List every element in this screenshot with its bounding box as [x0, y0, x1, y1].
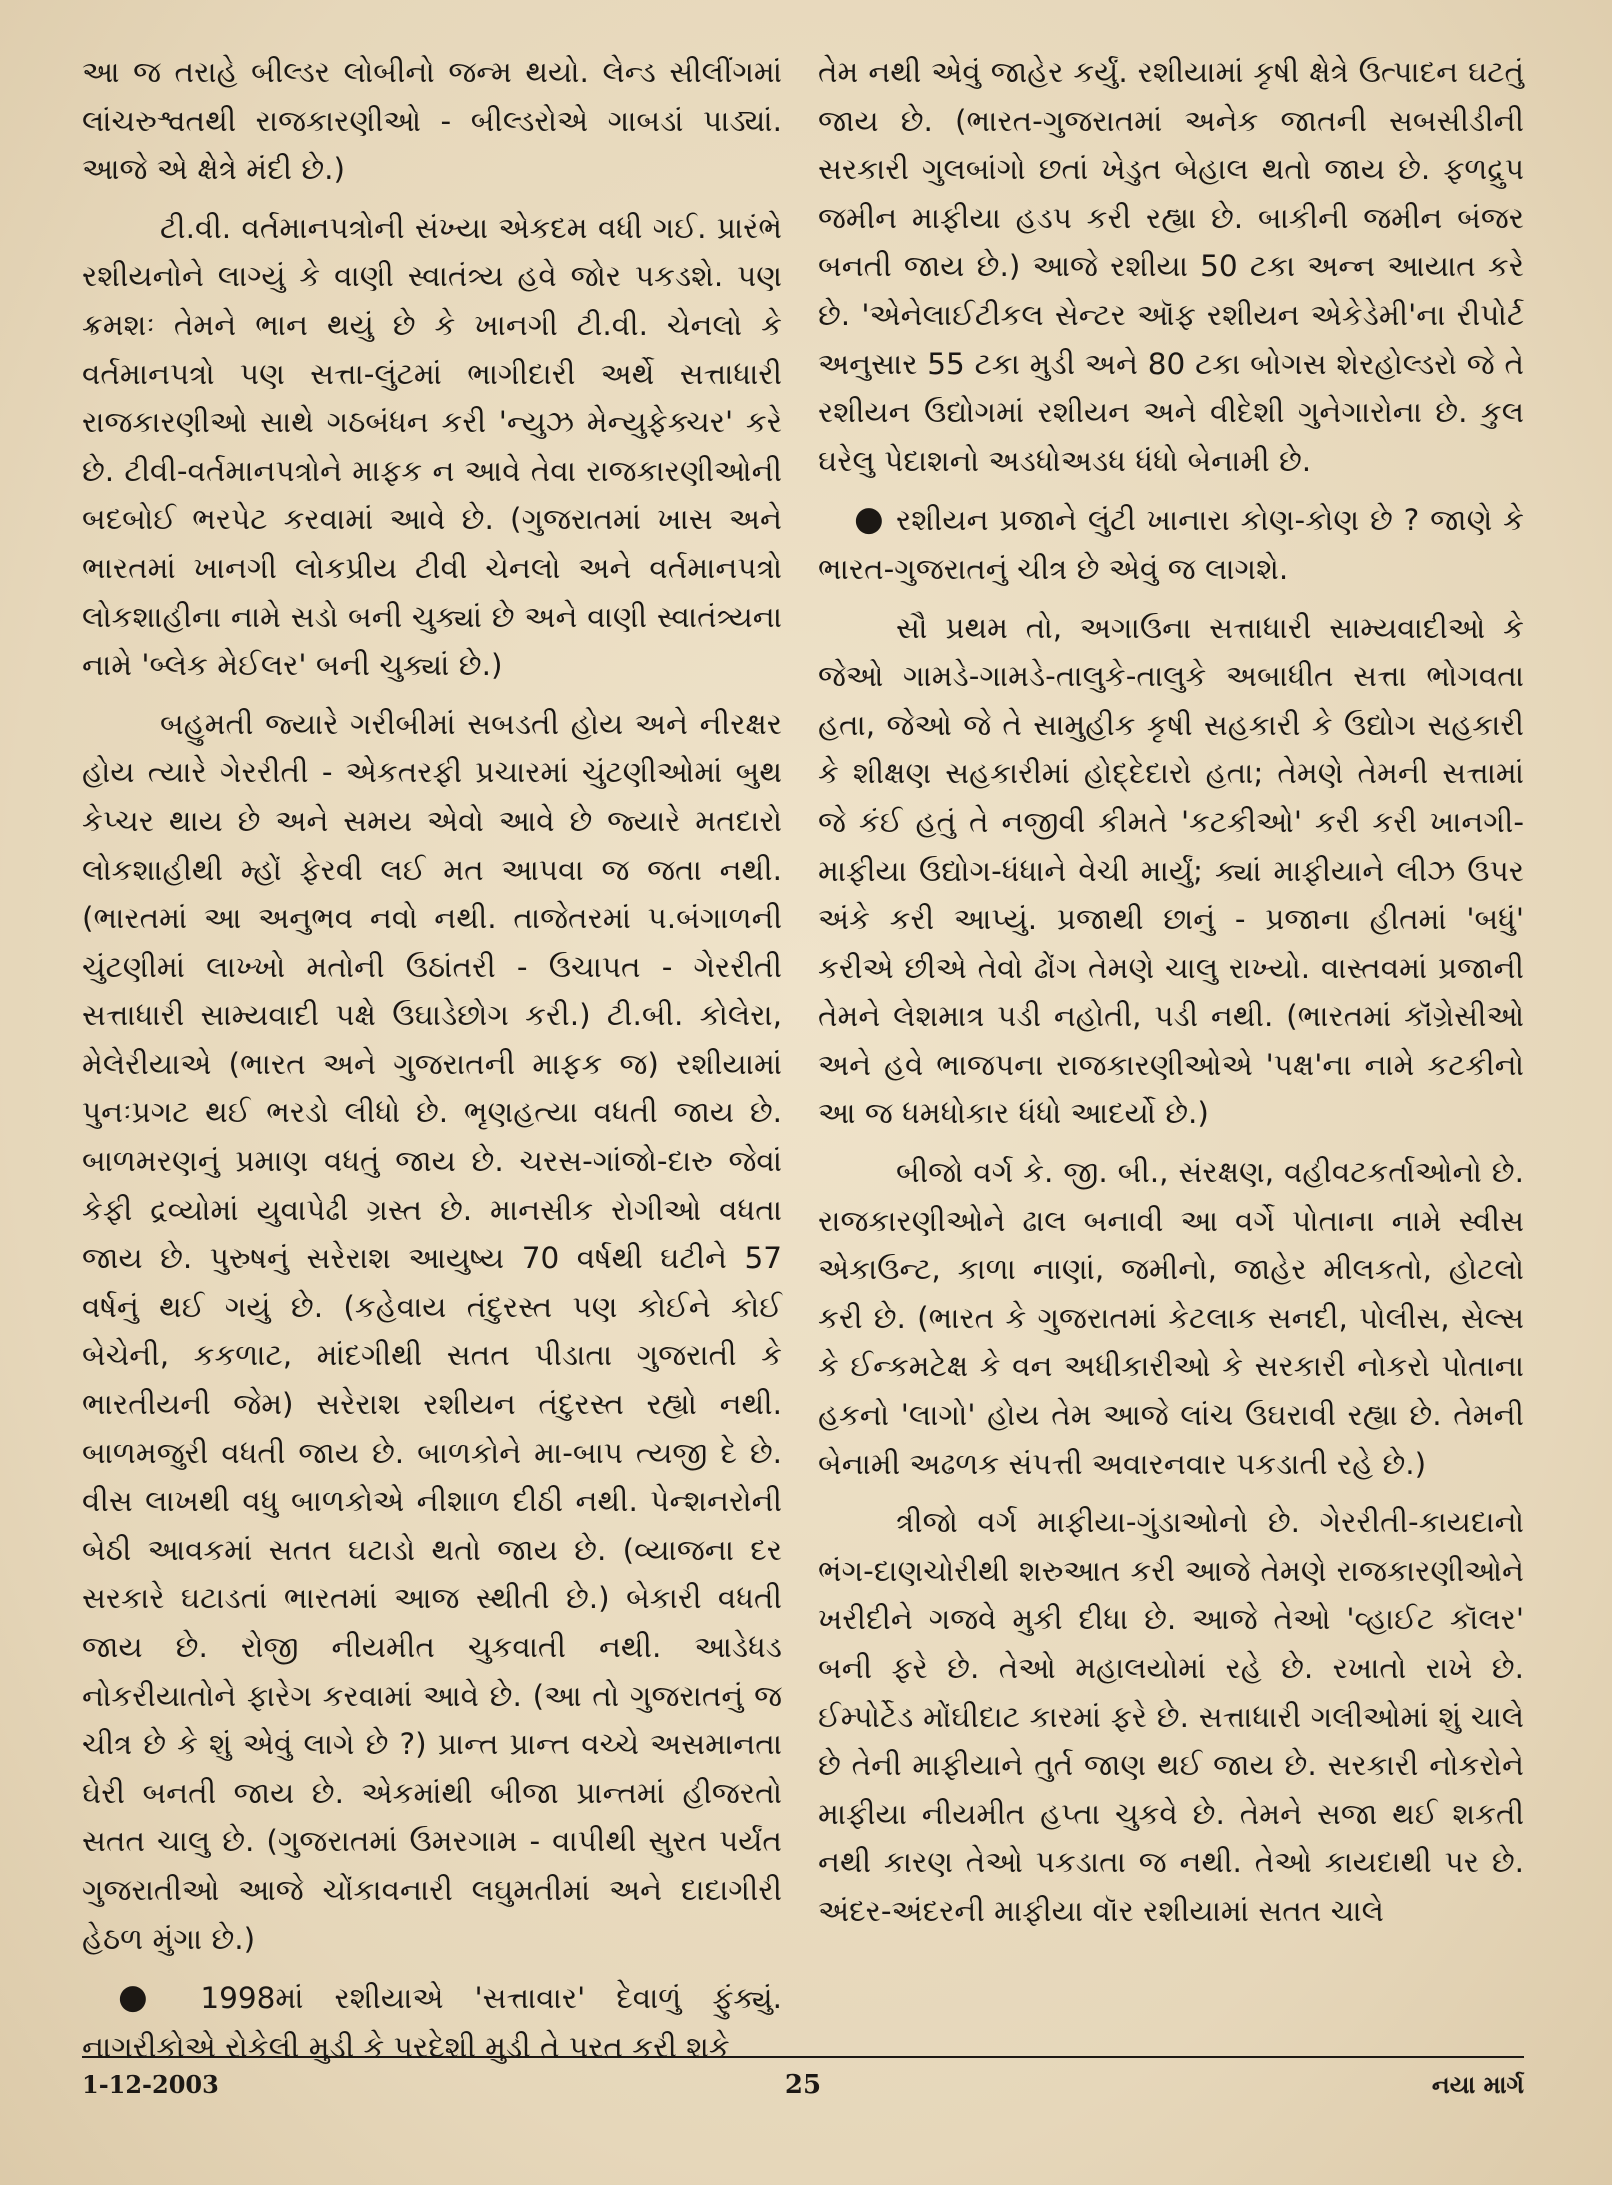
footer-rule [82, 2056, 1524, 2058]
paragraph [818, 495, 1524, 593]
paragraph: ટી.વી. વર્તમાનપત્રોની સંખ્યા એકદમ વધી ગઈ. પ્રારંભે રશીયનોને લાગ્યું કે વાણી સ્વાતંત્ર્ય હવે જોર પકડશે. પણ ક્રમશઃ તેમને ભાન થયું છે કે ખાનગી ટી.વી. ચેનલો કે વર્તમાનપત્રો પણ સત્તા-લુંટમાં ભાગીદારી અર્થે સત્તાધારી રાજકારણીઓ સાથે ગઠબંધન કરી 'ન્યુઝ મેન્યુફેક્ચર' કરે છે. ટીવી-વર્તમાનપત્રોને માફક ન આવે તેવા રાજકારણીઓની બદબોઈ ભરપેટ કરવામાં આવે છે. (ગુજરાતમાં ખાસ અને ભારતમાં ખાનગી લોકપ્રીય ટીવી ચેનલો અને વર્તમાનપત્રો લોકશાહીના નામે સડો બની ચુક્યાં છે અને વાણી સ્વાતંત્ર્યના નામે 'બ્લેક મેઈલર' બની ચુક્યાં છે.) [82, 210, 782, 683]
right-column [818, 48, 1524, 1946]
paragraph: આ જ તરાહે બીલ્ડર લોબીનો જન્મ થયો. લેન્ડ સીલીંગમાં લાંચરુશ્વતથી રાજકારણીઓ - બીલ્ડરોએ ગાબડાં પાડ્યાં. આજે એ ક્ષેત્રે મંદી છે.) [82, 55, 782, 187]
page-footer [82, 2070, 1524, 2110]
bullet-icon: ● [118, 1977, 170, 2018]
paragraph: બીજો વર્ગ કે. જી. બી., સંરક્ષણ, વહીવટકર્તાઓનો છે. રાજકારણીઓને ઢાલ બનાવી આ વર્ગે પોતાના નામે સ્વીસ એકાઉન્ટ, કાળા નાણાં, જમીનો, જાહેર મીલકતો, હોટલો કરી છે. (ભારત કે ગુજરાતમાં કેટલાક સનદી, પોલીસ, સેલ્સ કે ઈન્કમટેક્ષ કે વન અધીકારીઓ કે સરકારી નોકરો પોતાના હકનો 'લાગો' હોય તેમ આજે લાંચ ઉઘરાવી રહ્યા છે. તેમની બેનામી અઢળક સંપત્તી અવારનવાર પકડાતી રહે છે.) [818, 1155, 1524, 1481]
issue-date: 1-12-2003 [82, 2070, 219, 2099]
page-number: 25 [784, 2070, 822, 2100]
paragraph-text: રશીયન પ્રજાને લુંટી ખાનારા કોણ-કોણ છે ? જાણે કે ભારત-ગુજરાતનું ચીત્ર છે એવું જ લાગશે. [818, 503, 1524, 586]
magazine-name: નયા માર્ગ [1431, 2070, 1524, 2099]
paragraph: તેમ નથી એવું જાહેર કર્યું. રશીયામાં કૃષી ક્ષેત્રે ઉત્પાદન ઘટતું જાય છે. (ભારત-ગુજરાતમાં અનેક જાતની સબસીડીની સરકારી ગુલબાંગો છતાં ખેડુત બેહાલ થતો જાય છે. ફળદ્રુપ જમીન માફીયા હડપ કરી રહ્યા છે. બાકીની જમીન બંજર બનતી જાય છે.) આજે રશીયા 50 ટકા અન્ન આયાત કરે છે. 'એનેલાઈટીકલ સેન્ટર ઑફ રશીયન એકેડેમી'ના રીપોર્ટ અનુસાર 55 ટકા મુડી અને 80 ટકા બોગસ શેરહોલ્ડરો જે તે રશીયન ઉદ્યોગમાં રશીયન અને વીદેશી ગુનેગારોના છે. કુલ ઘરેલુ પેદાશનો અડધોઅડધ ધંધો બેનામી છે. [818, 55, 1524, 478]
left-column [82, 48, 782, 2081]
bullet-icon: ● [854, 499, 886, 540]
paragraph: બહુમતી જ્યારે ગરીબીમાં સબડતી હોય અને નીરક્ષર હોય ત્યારે ગેરરીતી - એકતરફી પ્રચારમાં ચુંટણીઓમાં બુથ કેપ્ચર થાય છે અને સમય એવો આવે છે જ્યારે મતદારો લોકશાહીથી મ્હોં ફેરવી લઈ મત આપવા જ જતા નથી. (ભારતમાં આ અનુભવ નવો નથી. તાજેતરમાં પ.બંગાળની ચુંટણીમાં લાખ્ખો મતોની ઉઠાંતરી - ઉચાપત - ગેરરીતી સત્તાધારી સામ્યવાદી પક્ષે ઉઘાડેછોગ કરી.) ટી.બી. કોલેરા, મેલેરીયાએ (ભારત અને ગુજરાતની માફક જ) રશીયામાં પુનઃપ્રગટ થઈ ભરડો લીધો છે. ભૃણહત્યા વધતી જાય છે. બાળમરણનું પ્રમાણ વધતું જાય છે. ચરસ-ગાંજો-દારુ જેવાં કેફી દ્રવ્યોમાં યુવાપેઢી ગ્રસ્ત છે. માનસીક રોગીઓ વધતા જાય છે. પુરુષનું સરેરાશ આયુષ્ય 70 વર્ષથી ઘટીને 57 વર્ષનું થઈ ગયું છે. (કહેવાય તંદુરસ્ત પણ કોઈને કોઈ બેચેની, કકળાટ, માંદગીથી સતત પીડાતા ગુજરાતી કે ભારતીયની જેમ) સરેરાશ રશીયન તંદુરસ્ત રહ્યો નથી. બાળમજુરી વધતી જાય છે. બાળકોને મા-બાપ ત્યજી દે છે. વીસ લાખથી વધુ બાળકોએ નીશાળ દીઠી નથી. પેન્શનરોની બેઠી આવકમાં સતત ઘટાડો થતો જાય છે. (વ્યાજના દર સરકારે ઘટાડતાં ભારતમાં આજ સ્થીતી છે.) બેકારી વધતી જાય છે. રોજી નીયમીત ચુકવાતી નથી. આડેધડ નોકરીયાતોને ફારેગ કરવામાં આવે છે. (આ તો ગુજરાતનું જ ચીત્ર છે કે શું એવું લાગે છે ?) પ્રાન્ત પ્રાન્ત વચ્ચે અસમાનતા ઘેરી બનતી જાય છે. એકમાંથી બીજા પ્રાન્તમાં હીજરતો સતત ચાલુ છે. (ગુજરાતમાં ઉમરગામ - વાપીથી સુરત પર્યંત ગુજરાતીઓ આજે ચોંકાવનારી લઘુમતીમાં અને દાદાગીરી હેઠળ મુંગા છે.) [82, 706, 782, 1956]
paragraph: સૌ પ્રથમ તો, અગાઉના સત્તાધારી સામ્યવાદીઓ કે જેઓ ગામડે-ગામડે-તાલુકે-તાલુકે અબાધીત સત્તા ભોગવતા હતા, જેઓ જે તે સામુહીક કૃષી સહકારી કે ઉદ્યોગ સહકારી કે શીક્ષણ સહકારીમાં હોદ્દેદારો હતા; તેમણે તેમની સત્તામાં જે કંઈ હતું તે નજીવી કીમતે 'કટકીઓ' કરી કરી ખાનગી-માફીયા ઉદ્યોગ-ધંધાને વેચી માર્યું; ક્યાં માફીયાને લીઝ ઉપર અંકે કરી આપ્યું. પ્રજાથી છાનું - પ્રજાના હીતમાં 'બધું' કરીએ છીએ તેવો ઢોંગ તેમણે ચાલુ રાખ્યો. વાસ્તવમાં પ્રજાની તેમને લેશમાત્ર પડી નહોતી, પડી નથી. (ભારતમાં કૉંગ્રેસીઓ અને હવે ભાજપના રાજકારણીઓએ 'પક્ષ'ના નામે કટકીનો આ જ ધમધોકાર ધંધો આદર્યો છે.) [818, 610, 1524, 1131]
paragraph: ત્રીજો વર્ગ માફીયા-ગુંડાઓનો છે. ગેરરીતી-કાયદાનો ભંગ-દાણચોરીથી શરુઆત કરી આજે તેમણે રાજકારણીઓને ખરીદીને ગજવે મુકી દીધા છે. આજે તેઓ 'વ્હાઈટ કૉલર' બની ફરે છે. તેઓ મહાલયોમાં રહે છે. રખાતો રાખે છે. ઈમ્પોર્ટેડ મોંઘીદાટ કારમાં ફરે છે. સત્તાધારી ગલીઓમાં શું ચાલે છે તેની માફીયાને તુર્ત જાણ થઈ જાય છે. સરકારી નોકરોને માફીયા નીયમીત હપ્તા ચુકવે છે. તેમને સજા થઈ શકતી નથી કારણ તેઓ પકડાતા જ નથી. તેઓ કાયદાથી પર છે. અંદર-અંદરની માફીયા વૉર રશીયામાં સતત ચાલે [818, 1505, 1524, 1928]
paragraph-text: 1998માં રશીયાએ 'સત્તાવાર' દેવાળું ફુંક્યું. નાગરીકોએ રોકેલી મુડી કે પરદેશી મુડી તે પરત કરી શકે [82, 1981, 782, 2064]
